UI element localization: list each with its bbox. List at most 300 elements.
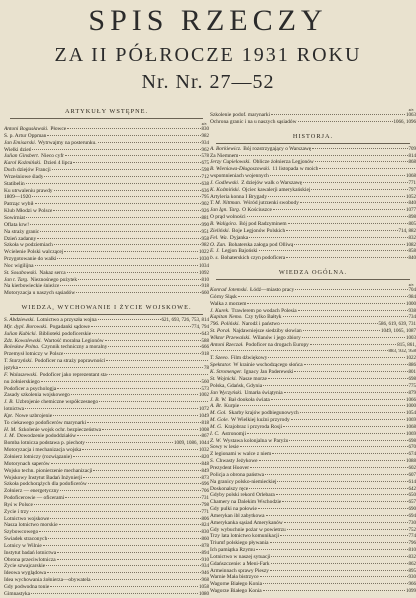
entry-pages: 1072: [199, 407, 209, 413]
entry-pages: 814: [409, 154, 416, 160]
entry-title: Film dźwiękowy: [231, 355, 267, 362]
toc-entry: [4, 133, 209, 140]
dot-leader: [87, 422, 200, 423]
entry-pages: 958: [202, 237, 210, 243]
entry-pages: 771: [202, 510, 210, 516]
entry-title: Nakaz serca: [39, 270, 65, 277]
entry-title: Lotnictwo wojskowe: [4, 516, 49, 523]
entry-pages: 951: [202, 230, 210, 236]
entry-pages: 675: [202, 161, 210, 167]
dot-leader: [247, 433, 405, 434]
entry-pages: 586, 619, 639, 731: [379, 322, 416, 328]
entry-author: M. Gole.: [210, 417, 229, 424]
entry-author: Z. W.: [210, 438, 221, 445]
toc-entry: [4, 126, 209, 133]
dot-leader: [298, 121, 393, 122]
dot-leader: [77, 435, 200, 436]
dot-leader: [53, 415, 198, 416]
entry-title: Wagorze Białego Konia: [210, 588, 262, 595]
dot-leader: [25, 408, 198, 409]
dot-leader: [106, 360, 208, 361]
toc-entry: [4, 358, 209, 365]
entry-title: Górny Śląsk: [210, 294, 237, 301]
entry-pages: 771: [409, 181, 416, 187]
entry-author: F. Walaszewski.: [4, 372, 38, 379]
left-column: [4, 107, 209, 598]
entry-title: nu żołnierskiego: [4, 379, 40, 386]
entry-author: Julian Ginsbert.: [4, 153, 39, 160]
dot-leader: [39, 531, 200, 532]
entry-pages: 709: [409, 147, 416, 153]
entry-title: Nieco cyfr: [41, 153, 64, 160]
dot-leader: [311, 189, 407, 190]
entry-pages: 962: [202, 148, 210, 154]
toc-entry: [4, 188, 209, 195]
toc-entry: [210, 431, 416, 438]
entry-pages: 1068: [406, 174, 416, 180]
dot-leader: [303, 182, 407, 183]
entry-pages: 598: [202, 168, 210, 174]
entry-title: Idea wychowania żołnierza—obywatela: [4, 577, 91, 584]
entry-pages: 696: [202, 482, 210, 488]
entry-author: b. s.: [210, 255, 219, 262]
toc-entry: [4, 502, 209, 509]
entry-pages: 968: [202, 578, 210, 584]
toc-entry: [210, 465, 416, 472]
entry-title: Wytrwajmy na posterunku.: [38, 140, 97, 147]
entry-title: Bomba lotnicza podstawa p. piechoty: [4, 440, 85, 447]
dot-leader: [46, 565, 200, 566]
entry-title: Szkoła podchorążych dla podoficerów: [4, 481, 87, 488]
entry-pages: 966: [409, 582, 416, 588]
entry-pages: 674: [409, 452, 416, 458]
dot-leader: [48, 538, 200, 539]
entry-title: Przygotowanie do walki: [4, 256, 56, 263]
toc-entry: [4, 550, 209, 557]
entry-author: T. Starzyński.: [4, 358, 33, 365]
entry-author: B. Wieniawa-Długoszowski.: [210, 166, 270, 173]
entry-pages: 1049: [199, 414, 209, 420]
page-column-label: str.: [210, 107, 416, 112]
entry-pages: 1000: [406, 302, 416, 308]
toc-entry: [4, 577, 209, 584]
toc-entry: [210, 540, 416, 547]
dot-leader: [35, 265, 199, 266]
dot-leader: [76, 292, 200, 293]
entry-author: T. Szeeo.: [210, 355, 229, 362]
dot-leader: [40, 231, 200, 232]
entry-pages: 1082: [406, 243, 416, 249]
entry-title: Duch dziejów Francji: [4, 167, 51, 174]
entry-title: Gdy pulki na połowie: [210, 506, 257, 513]
toc-entry: [4, 584, 209, 591]
entry-pages: 918: [202, 284, 210, 290]
entry-pages: 704: [409, 288, 416, 294]
toc-entry: [210, 492, 416, 499]
entry-title: Bohaterskich czyn podoficera: [221, 255, 285, 262]
section-rule: [216, 143, 410, 144]
dot-leader: [32, 196, 201, 197]
toc-entry: [210, 451, 416, 458]
entry-pages: 602: [409, 466, 416, 472]
toc-entry: [210, 588, 416, 595]
entry-title: Noc wigilijna: [4, 263, 34, 270]
entry-title: Statibelin: [4, 181, 25, 188]
entry-author: J. M.: [4, 433, 15, 440]
entry-title: Płowce: [50, 126, 66, 133]
dot-leader: [60, 490, 201, 491]
toc-entry: [210, 403, 416, 410]
toc-entry: [4, 454, 209, 461]
dot-leader: [247, 216, 408, 217]
toc-entry: [210, 397, 416, 404]
entry-author: St. Wojnicki.: [210, 376, 237, 383]
dot-leader: [73, 456, 201, 457]
entry-pages: 801: [409, 370, 416, 376]
dot-leader: [44, 176, 200, 177]
entry-title: Czy tylko Bałtyk: [245, 314, 282, 321]
entry-pages: 806: [202, 517, 210, 523]
entry-pages: 895: [409, 569, 416, 575]
entry-author: M. G.: [210, 424, 222, 431]
entry-title: Podoficer a psychologja: [4, 386, 56, 393]
entry-pages: 1054: [406, 411, 416, 417]
dot-leader: [265, 474, 407, 475]
page-column-label: str.: [210, 282, 416, 287]
entry-title: Wojsko techn. pionierzenie mechanizacji: [4, 468, 92, 475]
dot-leader: [59, 524, 201, 525]
toc-entry: [4, 256, 209, 263]
entry-title: Trzy lata lotnictwo komunikacji: [210, 533, 279, 540]
entry-title: Wcielenie Polski walczącej: [4, 249, 63, 256]
entry-pages: 926: [202, 209, 210, 215]
toc-entry: [4, 249, 209, 256]
toc-entry: [4, 591, 209, 598]
toc-entry: [210, 342, 416, 349]
entry-title: Narodź i państwo: [242, 321, 280, 328]
entry-pages: 832: [409, 236, 416, 242]
toc-entry: [4, 270, 209, 277]
entry-title: Nasza lotnictwo morskie: [4, 522, 58, 529]
entry-author: S.: [210, 458, 214, 465]
entry-author: Spektator.: [210, 362, 231, 369]
toc-entry: [4, 365, 209, 372]
toc-entry: [210, 513, 416, 520]
entry-pages: 798: [202, 503, 210, 509]
entry-pages: 588: [202, 339, 210, 345]
dot-leader: [102, 429, 198, 430]
dot-leader: [300, 202, 408, 203]
toc-entry: [210, 362, 416, 369]
dot-leader: [92, 333, 200, 334]
toc-entry: [4, 290, 209, 297]
toc-entry: [210, 533, 416, 540]
toc-entry: [4, 194, 209, 201]
entry-pages: 832: [409, 555, 416, 561]
document-title: SPIS RZECZY: [0, 4, 416, 38]
entry-title: Życie szwajcarskie: [4, 563, 45, 570]
entry-pages: 698: [409, 439, 416, 445]
toc-entry: [210, 321, 416, 328]
dot-leader: [284, 392, 408, 393]
toc-entry: [4, 481, 209, 488]
toc-entry: [210, 207, 416, 214]
toc-entry: [4, 160, 209, 167]
entry-pages: 1034: [199, 264, 209, 270]
entry-pages: 840: [409, 256, 416, 262]
entry-author: J. B. W.: [210, 397, 226, 404]
entry-author: J. B.: [4, 399, 14, 406]
entry-author: Julian Kubicki.: [4, 331, 37, 338]
entry-title: Polska, Gdańsk, Gdynia: [210, 383, 262, 390]
section-heading: WIEDZA, WYCHOWANIE I ŻYCIE WOJSKOWE.: [4, 303, 209, 312]
section-rule: [10, 118, 203, 119]
entry-title: Podoficer jako reprezentant sta-: [40, 372, 109, 379]
dot-leader: [52, 169, 201, 170]
right-column: [210, 107, 416, 595]
entry-title: Szkolenie wojsk ochr. bezpieczeństwa: [18, 427, 101, 434]
dot-leader: [239, 155, 407, 156]
entry-title: Podoficerowie — oficerami: [4, 495, 64, 502]
entry-author: B. Waligóra.: [210, 221, 237, 228]
dot-leader: [30, 224, 201, 225]
entry-pages: 934: [202, 564, 210, 570]
toc-entry: [4, 181, 209, 188]
dot-leader: [91, 326, 191, 327]
entry-title: Walka z morzem: [210, 301, 246, 308]
dot-leader: [310, 344, 396, 345]
entry-pages: 795: [202, 195, 210, 201]
dot-leader: [65, 155, 201, 156]
entry-title: Umarła świątynia: [244, 390, 282, 397]
dot-leader: [271, 563, 408, 564]
entry-author: Zieliński.: [210, 228, 230, 235]
dot-leader: [35, 203, 201, 204]
dot-leader: [65, 497, 200, 498]
toc-entry: [4, 543, 209, 550]
toc-entry: [210, 214, 416, 221]
dot-leader: [281, 323, 378, 324]
dot-leader: [289, 440, 407, 441]
entry-pages: 840: [409, 201, 416, 207]
dot-leader: [98, 319, 161, 320]
entry-author: K. Koźmiński.: [210, 187, 240, 194]
toc-entry: [4, 495, 209, 502]
dot-leader: [277, 481, 407, 482]
dot-leader: [54, 244, 201, 245]
section-heading: ARTYKUŁY WSTĘPNE.: [4, 107, 209, 116]
toc-entry: [210, 417, 416, 424]
toc-entry: [4, 392, 209, 399]
entry-title: Lotnictwo a przyszła wojna: [37, 317, 97, 324]
dot-leader: [294, 371, 407, 372]
entry-pages: 982: [202, 134, 210, 140]
dot-leader: [37, 238, 200, 239]
toc-entry: [4, 440, 209, 447]
toc-entry: [210, 119, 416, 126]
entry-title: Ochrona granic i na u naszych sąsiadów: [210, 119, 297, 126]
toc-entry: [4, 509, 209, 516]
dot-leader: [271, 399, 405, 400]
entry-pages: 1069: [406, 418, 416, 424]
dot-leader: [67, 128, 200, 129]
entry-title: Na granicy polsko-niemieckiej: [210, 479, 276, 486]
toc-entry: [210, 438, 416, 445]
entry-pages: 868: [409, 160, 416, 166]
toc-entry: [210, 554, 416, 561]
dot-leader: [240, 446, 408, 447]
toc-entry: [4, 351, 209, 358]
dot-leader: [50, 518, 200, 519]
entry-title: Nasze morze: [239, 376, 267, 383]
toc-entry: [4, 147, 209, 154]
dot-leader: [286, 230, 397, 231]
dot-leader: [240, 405, 405, 406]
toc-entry: [210, 479, 416, 486]
toc-entry: [4, 331, 209, 338]
entry-title: Oflata krw!: [4, 222, 29, 229]
entry-pages: 902: [202, 202, 210, 208]
toc-entry: [210, 153, 416, 160]
dot-leader: [271, 114, 405, 115]
entry-pages: 774, 794: [192, 325, 210, 331]
dot-leader: [300, 412, 405, 413]
entry-title: Klub Młodzi w Polsce: [4, 208, 52, 215]
entry-pages: 731: [202, 496, 210, 502]
toc-entry: [210, 248, 416, 255]
dot-leader: [19, 367, 203, 368]
entry-pages: 698: [409, 377, 416, 383]
entry-pages: 660: [202, 291, 210, 297]
entry-pages: 730: [409, 521, 416, 527]
entry-pages: 810: [409, 548, 416, 554]
entry-pages: 805: [409, 222, 416, 228]
entry-pages: 858: [409, 249, 416, 255]
entry-pages: 860: [202, 537, 210, 543]
toc-entry: [210, 187, 416, 194]
toc-entry: [4, 433, 209, 440]
entry-author: Kpt.: [4, 413, 13, 420]
dot-leader: [280, 535, 407, 536]
entry-pages: 1066: [406, 398, 416, 404]
entry-author: Fel. Wa.: [210, 235, 228, 242]
dot-leader: [270, 570, 408, 571]
entry-title: Legjon Bajoński: [222, 248, 258, 255]
dot-leader: [286, 257, 407, 258]
toc-entry: [4, 372, 209, 379]
entry-author: E. J.: [210, 248, 220, 255]
entry-title: Dzień zadanny: [4, 236, 36, 243]
dot-leader: [295, 289, 407, 290]
entry-pages: 849: [202, 469, 210, 475]
entry-pages: 820: [202, 455, 210, 461]
entry-pages: 946: [202, 571, 210, 577]
entry-pages: 1069: [406, 432, 416, 438]
entry-title: lotnictwa: [4, 406, 24, 413]
dot-leader: [92, 579, 201, 580]
toc-entry: [4, 338, 209, 345]
section-rule: [10, 314, 203, 315]
entry-pages: 621, 693, 726, 753, 814: [162, 318, 210, 324]
entry-title: Szkoła w podziemiach: [4, 242, 53, 249]
toc-entry: [210, 499, 416, 506]
entry-title: Ich pamiątka Rzymu: [210, 547, 255, 554]
entry-pages: 1022: [199, 250, 209, 256]
dot-leader: [276, 494, 408, 495]
toc-entry: [4, 236, 209, 243]
toc-entry: [210, 486, 416, 493]
entry-title: Warnie Mała bistrzyce: [210, 574, 259, 581]
entry-title: Życie i trzy: [4, 509, 29, 516]
entry-author: 796. Poliński.: [210, 321, 240, 328]
entry-title: Krajobraz i przyroda Rosji: [224, 424, 282, 431]
entry-pages: 614: [409, 480, 416, 486]
toc-entry: [4, 242, 209, 249]
entry-title: Na straży granic: [4, 229, 39, 236]
toc-entry: [210, 314, 416, 321]
entry-pages: 1068: [406, 425, 416, 431]
entry-title: wspomnieniach wojennych: [210, 173, 269, 180]
dot-leader: [34, 504, 201, 505]
toc-entry: [4, 557, 209, 564]
dot-leader: [98, 142, 201, 143]
dot-leader: [294, 244, 405, 245]
dot-leader: [57, 388, 200, 389]
section-rule: [216, 279, 410, 280]
toc-entry: [4, 399, 209, 406]
entry-pages: 642: [409, 487, 416, 493]
entry-pages: 934: [202, 141, 210, 147]
toc-entry: [4, 344, 209, 351]
entry-author: St. Porał.: [210, 328, 231, 335]
dot-leader: [108, 346, 200, 347]
entry-title: Ignacy Jan Paderewski: [244, 369, 293, 376]
dot-leader: [88, 483, 201, 484]
dot-leader: [284, 522, 408, 523]
entry-pages: 879: [409, 391, 416, 397]
entry-title: Boje Legjonów Polskich: [232, 228, 285, 235]
entry-pages: 862: [409, 562, 416, 568]
entry-pages: 636: [202, 189, 210, 195]
dot-leader: [51, 463, 201, 464]
entry-pages: 796: [409, 541, 416, 547]
toc-entry: [4, 461, 209, 468]
entry-author: K. Stromenger.: [210, 369, 242, 376]
entry-title: To ciekawego podoficerów marynarki: [4, 420, 86, 427]
entry-title: Czynnik techniczny a moralny: [41, 344, 107, 351]
toc-entry: [4, 215, 209, 222]
entry-title: Gdańszczenie: a Meni-Fark: [210, 561, 270, 568]
entry-title: Ś. p. Artur Oppman: [4, 133, 46, 140]
entry-title: Armeinnach sprawy Pieszy: [210, 568, 269, 575]
dot-leader: [263, 385, 407, 386]
dot-leader: [249, 488, 407, 489]
toc-entry: [210, 568, 416, 575]
entry-title: Żołnierz — energetyczny: [4, 488, 59, 495]
dot-leader: [304, 364, 408, 365]
entry-author: A. Borkiewicz.: [210, 146, 241, 153]
entry-title: Dowodzenie pododdziałów: [17, 433, 76, 440]
entry-title: Triumf polskiego pływania: [210, 540, 269, 547]
toc-entry: [4, 516, 209, 523]
toc-entry: [210, 472, 416, 479]
toc-entry: [4, 413, 209, 420]
toc-entry: [4, 406, 209, 413]
entry-author: Antoni Bogusławski.: [4, 126, 48, 133]
entry-title: Bój rozstrzygający o Warszawę: [243, 146, 311, 153]
dot-leader: [291, 419, 405, 420]
entry-author: S. Abdziewski.: [4, 317, 35, 324]
